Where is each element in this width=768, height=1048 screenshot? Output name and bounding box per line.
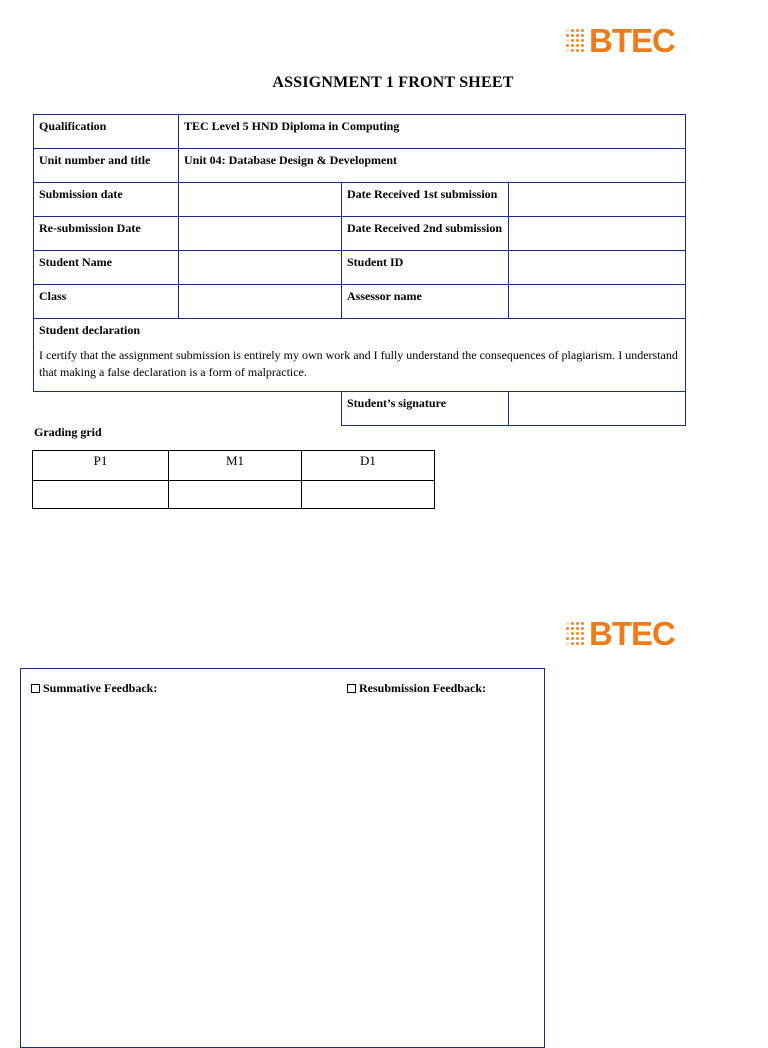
student-id-field[interactable] xyxy=(509,251,686,285)
grading-grid-label: Grading grid xyxy=(34,425,102,439)
grade-cell-p1[interactable] xyxy=(33,481,169,509)
date-received-2-label: Date Received 2nd submission xyxy=(342,217,509,251)
summative-feedback-label: Summative Feedback: xyxy=(43,681,158,695)
table-row xyxy=(33,451,435,481)
grade-header-d1: D1 xyxy=(302,451,435,481)
signature-label: Student’s signature xyxy=(342,392,509,426)
grade-cell-d1[interactable] xyxy=(302,481,435,509)
qualification-label: Qualification xyxy=(34,115,179,149)
student-declaration xyxy=(34,319,686,392)
btec-logo xyxy=(566,24,675,57)
table-row xyxy=(34,319,686,392)
feedback-box xyxy=(20,668,545,1048)
declaration-heading: Student declaration xyxy=(39,323,141,337)
logo-dots-icon xyxy=(566,29,584,52)
resubmission-date-field[interactable] xyxy=(179,217,342,251)
student-name-label: Student Name xyxy=(34,251,179,285)
table-row xyxy=(34,183,686,217)
resubmission-feedback-label: Resubmission Feedback: xyxy=(359,681,487,695)
assessor-label: Assessor name xyxy=(342,285,509,319)
class-label: Class xyxy=(34,285,179,319)
resubmission-date-label: Re-submission Date xyxy=(34,217,179,251)
btec-logo xyxy=(566,617,675,650)
checkbox-icon[interactable] xyxy=(31,684,40,693)
logo-text: BTEC xyxy=(589,22,675,59)
table-row xyxy=(34,149,686,183)
declaration-text: I certify that the assignment submission is entirely my own work and I fully understand the consequences of plagiarism. I understand that making a false declaration is a form of malpractice. xyxy=(39,348,678,379)
unit-label: Unit number and title xyxy=(34,149,179,183)
grade-header-p1: P1 xyxy=(33,451,169,481)
front-sheet-table xyxy=(33,114,686,426)
checkbox-icon[interactable] xyxy=(347,684,356,693)
class-field[interactable] xyxy=(179,285,342,319)
grade-header-m1: M1 xyxy=(169,451,302,481)
unit-value: Unit 04: Database Design & Development xyxy=(179,149,686,183)
date-received-1-label: Date Received 1st submission xyxy=(342,183,509,217)
resubmission-feedback[interactable] xyxy=(347,681,486,696)
page-title: ASSIGNMENT 1 FRONT SHEET xyxy=(272,74,514,91)
table-row xyxy=(34,285,686,319)
signature-field[interactable] xyxy=(509,392,686,426)
student-name-field[interactable] xyxy=(179,251,342,285)
submission-date-label: Submission date xyxy=(34,183,179,217)
submission-date-field[interactable] xyxy=(179,183,342,217)
student-id-label: Student ID xyxy=(342,251,509,285)
table-row xyxy=(34,392,686,426)
table-row xyxy=(34,251,686,285)
logo-text: BTEC xyxy=(589,615,675,652)
date-received-2-field[interactable] xyxy=(509,217,686,251)
summative-feedback[interactable] xyxy=(31,681,157,696)
logo-dots-icon xyxy=(566,622,584,645)
assessor-field[interactable] xyxy=(509,285,686,319)
table-row xyxy=(34,217,686,251)
table-row xyxy=(34,115,686,149)
table-row xyxy=(33,481,435,509)
grade-cell-m1[interactable] xyxy=(169,481,302,509)
grading-grid-table xyxy=(32,450,435,509)
date-received-1-field[interactable] xyxy=(509,183,686,217)
qualification-value: TEC Level 5 HND Diploma in Computing xyxy=(179,115,686,149)
